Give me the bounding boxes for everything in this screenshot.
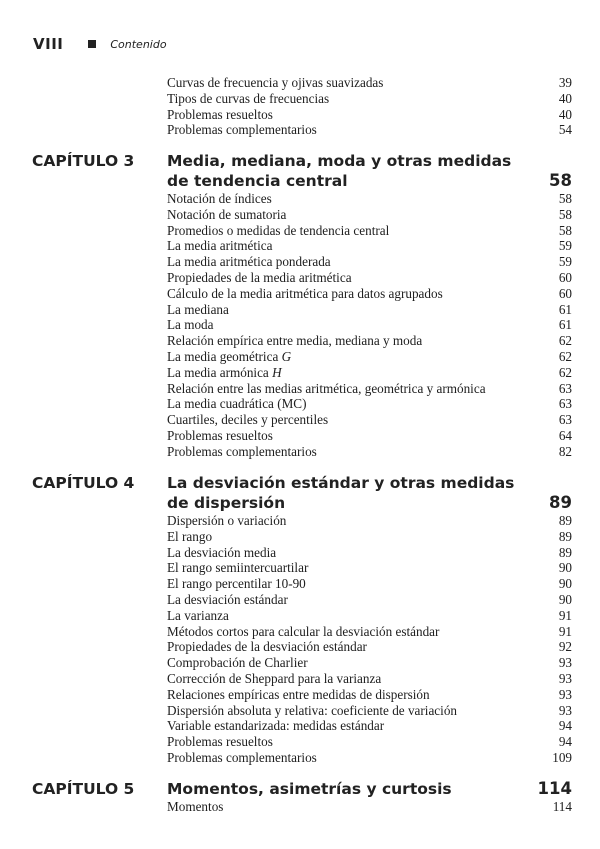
toc-entry	[0, 687, 600, 703]
entry-title: Problemas complementarios	[167, 443, 317, 459]
toc-entry	[0, 207, 600, 223]
toc-entry	[0, 223, 600, 239]
entry-title: Comprobación de Charlier	[167, 655, 308, 671]
entry-page: 64	[558, 427, 572, 443]
toc-entry	[0, 91, 600, 107]
toc-entry	[0, 624, 600, 640]
toc-entry	[0, 75, 600, 91]
entry-page: 114	[552, 799, 572, 814]
entry-title: El rango	[167, 528, 213, 544]
toc-entry	[0, 317, 600, 333]
entry-page: 94	[558, 718, 572, 734]
entry-title: La media cuadrática (MC)	[167, 396, 307, 412]
chapter-entries	[0, 799, 600, 815]
chapter-label: CAPÍTULO 3	[32, 152, 135, 170]
chapter-4	[0, 473, 600, 766]
entry-page: 109	[552, 749, 572, 765]
toc-entry	[0, 107, 600, 123]
entry-title: Cuartiles, deciles y percentiles	[167, 412, 329, 428]
toc-entry	[0, 270, 600, 286]
entry-title: Corrección de Sheppard para la varianza	[167, 670, 382, 686]
entry-title: Propiedades de la desviación estándar	[167, 639, 367, 655]
chapter-heading	[0, 151, 600, 191]
toc-entry	[0, 444, 600, 460]
entry-page: 91	[558, 607, 572, 623]
entry-page: 93	[558, 655, 572, 671]
entry-title: El rango semiintercuartilar	[167, 560, 309, 576]
toc-entry	[0, 302, 600, 318]
chapter-title: La desviación estándar y otras medidas de dispersión	[167, 474, 515, 512]
toc-entry	[0, 191, 600, 207]
toc-entry	[0, 238, 600, 254]
entry-page: 40	[558, 106, 572, 122]
entry-title: Dispersión o variación	[167, 513, 287, 528]
entry-page: 61	[558, 301, 572, 317]
entry-title: Notación de sumatoria	[167, 206, 287, 222]
entry-title: Métodos cortos para calcular la desviación estándar	[167, 623, 440, 639]
chapter-entries	[0, 513, 600, 766]
toc-entry	[0, 381, 600, 397]
toc-entry	[0, 396, 600, 412]
chapter-5	[0, 779, 600, 815]
entry-page: 62	[558, 333, 572, 349]
chapter-page: 89	[549, 493, 572, 512]
toc-entry	[0, 639, 600, 655]
entry-title: Dispersión absoluta y relativa: coeficiente de variación	[167, 702, 458, 718]
entry-page: 89	[558, 544, 572, 560]
toc-entry	[0, 286, 600, 302]
entry-page: 58	[558, 191, 572, 206]
entry-title: Propiedades de la media aritmética	[167, 269, 352, 285]
entry-page: 63	[558, 412, 572, 428]
toc-continuation	[0, 75, 600, 138]
entry-page: 63	[558, 396, 572, 412]
entry-title: Problemas resueltos	[167, 106, 273, 122]
toc-entry	[0, 333, 600, 349]
entry-title: Tipos de curvas de frecuencias	[167, 90, 330, 106]
entry-page: 40	[558, 90, 572, 106]
math-symbol: G	[281, 348, 292, 364]
entry-page: 60	[558, 269, 572, 285]
entry-title: Notación de índices	[167, 191, 272, 206]
entry-page: 90	[558, 576, 572, 592]
chapter-label: CAPÍTULO 4	[32, 474, 135, 492]
math-symbol: H	[272, 364, 282, 380]
toc-entry	[0, 592, 600, 608]
entry-title: La varianza	[167, 607, 229, 623]
chapter-page: 114	[537, 779, 572, 798]
chapter-title: Media, mediana, moda y otras medidas de tendencia central	[167, 152, 512, 190]
entry-title: La media armónica H	[167, 364, 282, 380]
toc-entry	[0, 576, 600, 592]
entry-title: La media aritmética ponderada	[167, 254, 331, 270]
chapter-entries	[0, 191, 600, 460]
chapter-heading	[0, 779, 600, 799]
entry-title: La mediana	[167, 301, 229, 317]
toc-entry	[0, 750, 600, 766]
entry-title: Problemas resueltos	[167, 427, 273, 443]
toc-entry	[0, 718, 600, 734]
entry-page: 94	[558, 734, 572, 750]
square-bullet-icon	[88, 40, 96, 48]
entry-page: 82	[558, 443, 572, 459]
entry-page: 39	[558, 75, 572, 90]
entry-title: Relaciones empíricas entre medidas de dispersión	[167, 686, 430, 702]
entry-page: 58	[558, 222, 572, 238]
toc-entry	[0, 513, 600, 529]
entry-title: La moda	[167, 317, 214, 333]
toc-entry	[0, 428, 600, 444]
entry-page: 89	[558, 528, 572, 544]
toc-entry	[0, 349, 600, 365]
chapter-title: Momentos, asimetrías y curtosis	[167, 780, 452, 798]
entry-page: 90	[558, 560, 572, 576]
entry-page: 61	[558, 317, 572, 333]
entry-page: 90	[558, 591, 572, 607]
entry-page: 62	[558, 364, 572, 380]
toc-entry	[0, 254, 600, 270]
chapter-page: 58	[549, 171, 572, 190]
entry-title: La desviación media	[167, 544, 277, 560]
entry-title: Curvas de frecuencia y ojivas suavizadas	[167, 75, 384, 90]
entry-page: 93	[558, 686, 572, 702]
entry-title: Problemas complementarios	[167, 749, 317, 765]
page-header	[33, 34, 167, 54]
entry-page: 93	[558, 670, 572, 686]
toc-entry	[0, 412, 600, 428]
entry-title: Cálculo de la media aritmética para datos agrupados	[167, 285, 443, 301]
page-folio: VIII	[33, 35, 64, 53]
toc-entry	[0, 799, 600, 815]
toc-entry	[0, 608, 600, 624]
entry-page: 92	[558, 639, 572, 655]
toc-entry	[0, 529, 600, 545]
chapter-3	[0, 151, 600, 460]
entry-page: 60	[558, 285, 572, 301]
running-title: Contenido	[110, 37, 167, 51]
entry-page: 59	[558, 254, 572, 270]
toc-entry	[0, 703, 600, 719]
toc-entry	[0, 560, 600, 576]
entry-title: Momentos	[167, 799, 224, 814]
entry-page: 93	[558, 702, 572, 718]
entry-title: Problemas resueltos	[167, 734, 273, 750]
toc-entry	[0, 122, 600, 138]
entry-title: El rango percentilar 10-90	[167, 576, 306, 592]
entry-title: Variable estandarizada: medidas estándar	[167, 718, 385, 734]
entry-title: Problemas complementarios	[167, 122, 317, 138]
entry-page: 58	[558, 206, 572, 222]
toc-entry	[0, 671, 600, 687]
entry-page: 89	[558, 513, 572, 528]
chapter-heading	[0, 473, 600, 513]
entry-page: 62	[558, 348, 572, 364]
entry-title: Relación entre las medias aritmética, geométrica y armónica	[167, 380, 486, 396]
toc-entry	[0, 365, 600, 381]
toc-entry	[0, 655, 600, 671]
entry-page: 63	[558, 380, 572, 396]
entry-title: La media geométrica G	[167, 348, 292, 364]
toc-entry	[0, 734, 600, 750]
entry-page: 59	[558, 238, 572, 254]
chapter-label: CAPÍTULO 5	[32, 780, 135, 798]
entry-title: La desviación estándar	[167, 591, 288, 607]
entry-page: 54	[558, 122, 572, 138]
entry-title: Promedios o medidas de tendencia central	[167, 222, 390, 238]
entry-title: La media aritmética	[167, 238, 273, 254]
entry-title: Relación empírica entre media, mediana y moda	[167, 333, 423, 349]
toc-entry	[0, 545, 600, 561]
entry-page: 91	[558, 623, 572, 639]
